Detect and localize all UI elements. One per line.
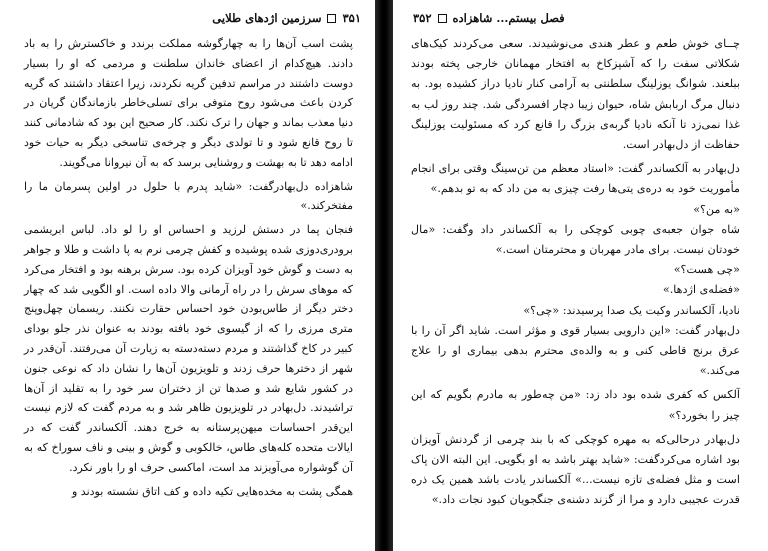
paragraph: پشت اسب آن‌ها را به چهارگوشه مملکت برندد و خاکسترش را به باد دادند. هیچ‌کدام از اعضای خاندان سلطنت و مردمی که او را بسیار دوست داشتند در مراسم تدفین گریه نکردند، زیرا اعتقاد داشتند که گریه کردن باعث می‌شود روح متوفی برای تسلی‌خاطر بازماندگان گریان در دنیا معذب بماند و جهان را ترک نکند. کار صحیح این بود که شادمانی کنند تا روح قانع شود و تا تولدی دیگر و چرخه‌ی تناسخی دیگر به حیات خود ادامه دهد تا به بهشت و روشنایی برسد که به آن نیروانا می‌گویند. [24,37,353,169]
page-number: ۳۵۲ [413,11,432,25]
left-page [0,0,375,551]
right-page-header [413,9,748,27]
paragraph: شاه جوان جعبه‌ی چوبی کوچکی را به آلکساندر داد وگفت: «مال خودتان نیست. برای مادر مهربان و محترمتان است.» [411,222,740,257]
paragraph: «به من؟» [693,202,740,216]
paragraph: چــای خوش طعم و عطر هندی می‌نوشیدند. سعی می‌کردند کیک‌های شکلاتی سفت را که آشپزکاخ به افتخار مهمانان خارجی پخته بودند ببلعند. شوانگ یوزلینگ سلطنتی به آرامی کنار نادیا دراز کشیده بود. به دنبال مرگ اربابش شاه، حیوان زیبا دچار افسردگی شد. چند روز لب به غذا نمی‌زد تا آنکه نادیا گربه‌ی بزرگ را قانع کرد که مسئولیت یوزلینگ حفاظت از دل‌بهادر است. [411,37,740,152]
running-title: سرزمین اژدهای طلایی [212,11,322,25]
paragraph: شاهزاده دل‌بهادرگفت: «شاید پدرم با حلول در اولین پسرمان ما را مفتخرکند.» [24,179,353,213]
book-gutter [375,0,393,551]
paragraph: دل‌بهادر گفت: «این دارویی بسیار قوی و مؤثر است. شاید اگر آن را با عرق برنج قاطی کنی و به والده‌ی محترم بدهی بیماری او را علاج می‌کند.» [411,323,740,378]
paragraph: آلکس که کفری شده بود داد زد: «من چه‌طور به مادرم بگویم که این چیز را بخورد؟» [411,388,740,422]
left-page-body [24,34,353,501]
paragraph: دل‌بهادر به آلکساندر گفت: «استاد معظم من تن‌سینگ وقتی برای انجام مأموریت خود به دره‌ی یتی‌ها رفت چیزی به من داد که به تو بدهم.» [411,162,740,196]
paragraph: نادیا، آلکساندر وکیت یک صدا پرسیدند: «چی؟» [523,303,740,317]
paragraph: «فضله‌ی اژدها.» [662,283,740,297]
right-page [393,0,768,551]
page-number: ۳۵۱ [342,11,361,25]
square-ornament-icon [327,14,336,23]
square-ornament-icon [438,14,447,23]
right-page-body [411,34,740,511]
paragraph: «چی هست؟» [673,263,740,277]
running-title: فصل بیستم... شاهزاده [452,11,565,25]
paragraph: فنجان پما در دستش لرزید و احساس او را لو داد. لباس ابریشمی برودری‌دوزی شده پوشیده و کفش چرمی نرم به پا داشت و طلا و جواهر به دست و گوش خود آویزان کرده بود. سرش برهنه بود و افتخار می‌کرد که موهای سرش را در راه آرمانی والا داده است. او الگویی شد که چهار دختر دیگر از طاس‌بودن خود احساس حقارت نکنند. ریسمان چهل‌وپنج متری مرزی را که از گیسوی خود بافته بودند به عنوان نذر جلو بودای کبیر در کاخ گذاشتند و مردم دسته‌دسته به زیارت آن می‌رفتند. آن‌قدر در شهر از دخترها حرف زدند و تلویزیون آن‌ها را نشان داد که نوعی جنون در کشور شایع شد و صدها تن از دختران سر خود را به تقلید از آن‌ها تراشیدند. دل‌بهادر در تلویزیون ظاهر شد و به مردم گفت که لازم نیست این‌قدر احساسات میهن‌پرستانه به خرج دهند. آلکساندر گفت که در ایالات متحده کله‌های طاس، خالکوبی و گوش و بینی و ناف سوراخ که به آن گوشواره می‌آویزند مد است، اماکسی حرف او را باور نکرد. [24,223,353,474]
paragraph: همگی پشت به مخده‌هایی تکیه داده و کف اتاق نشسته بودند و [71,484,353,498]
paragraph: دل‌بهادر درحالی‌که به مهره کوچکی که با بند چرمی از گردنش آویزان بود اشاره می‌کردگفت: «شاید بهتر باشد به او بگویی. این البته الان پاک است و مثل فضله‌ی تازه نیست...» آلکساندر یادت باشد همین یک ذره قدرت عجیبی دارد و مرا از گزند دشنه‌ی جنگجویان کبود نجات داد.» [411,432,740,507]
left-page-header [26,9,361,27]
